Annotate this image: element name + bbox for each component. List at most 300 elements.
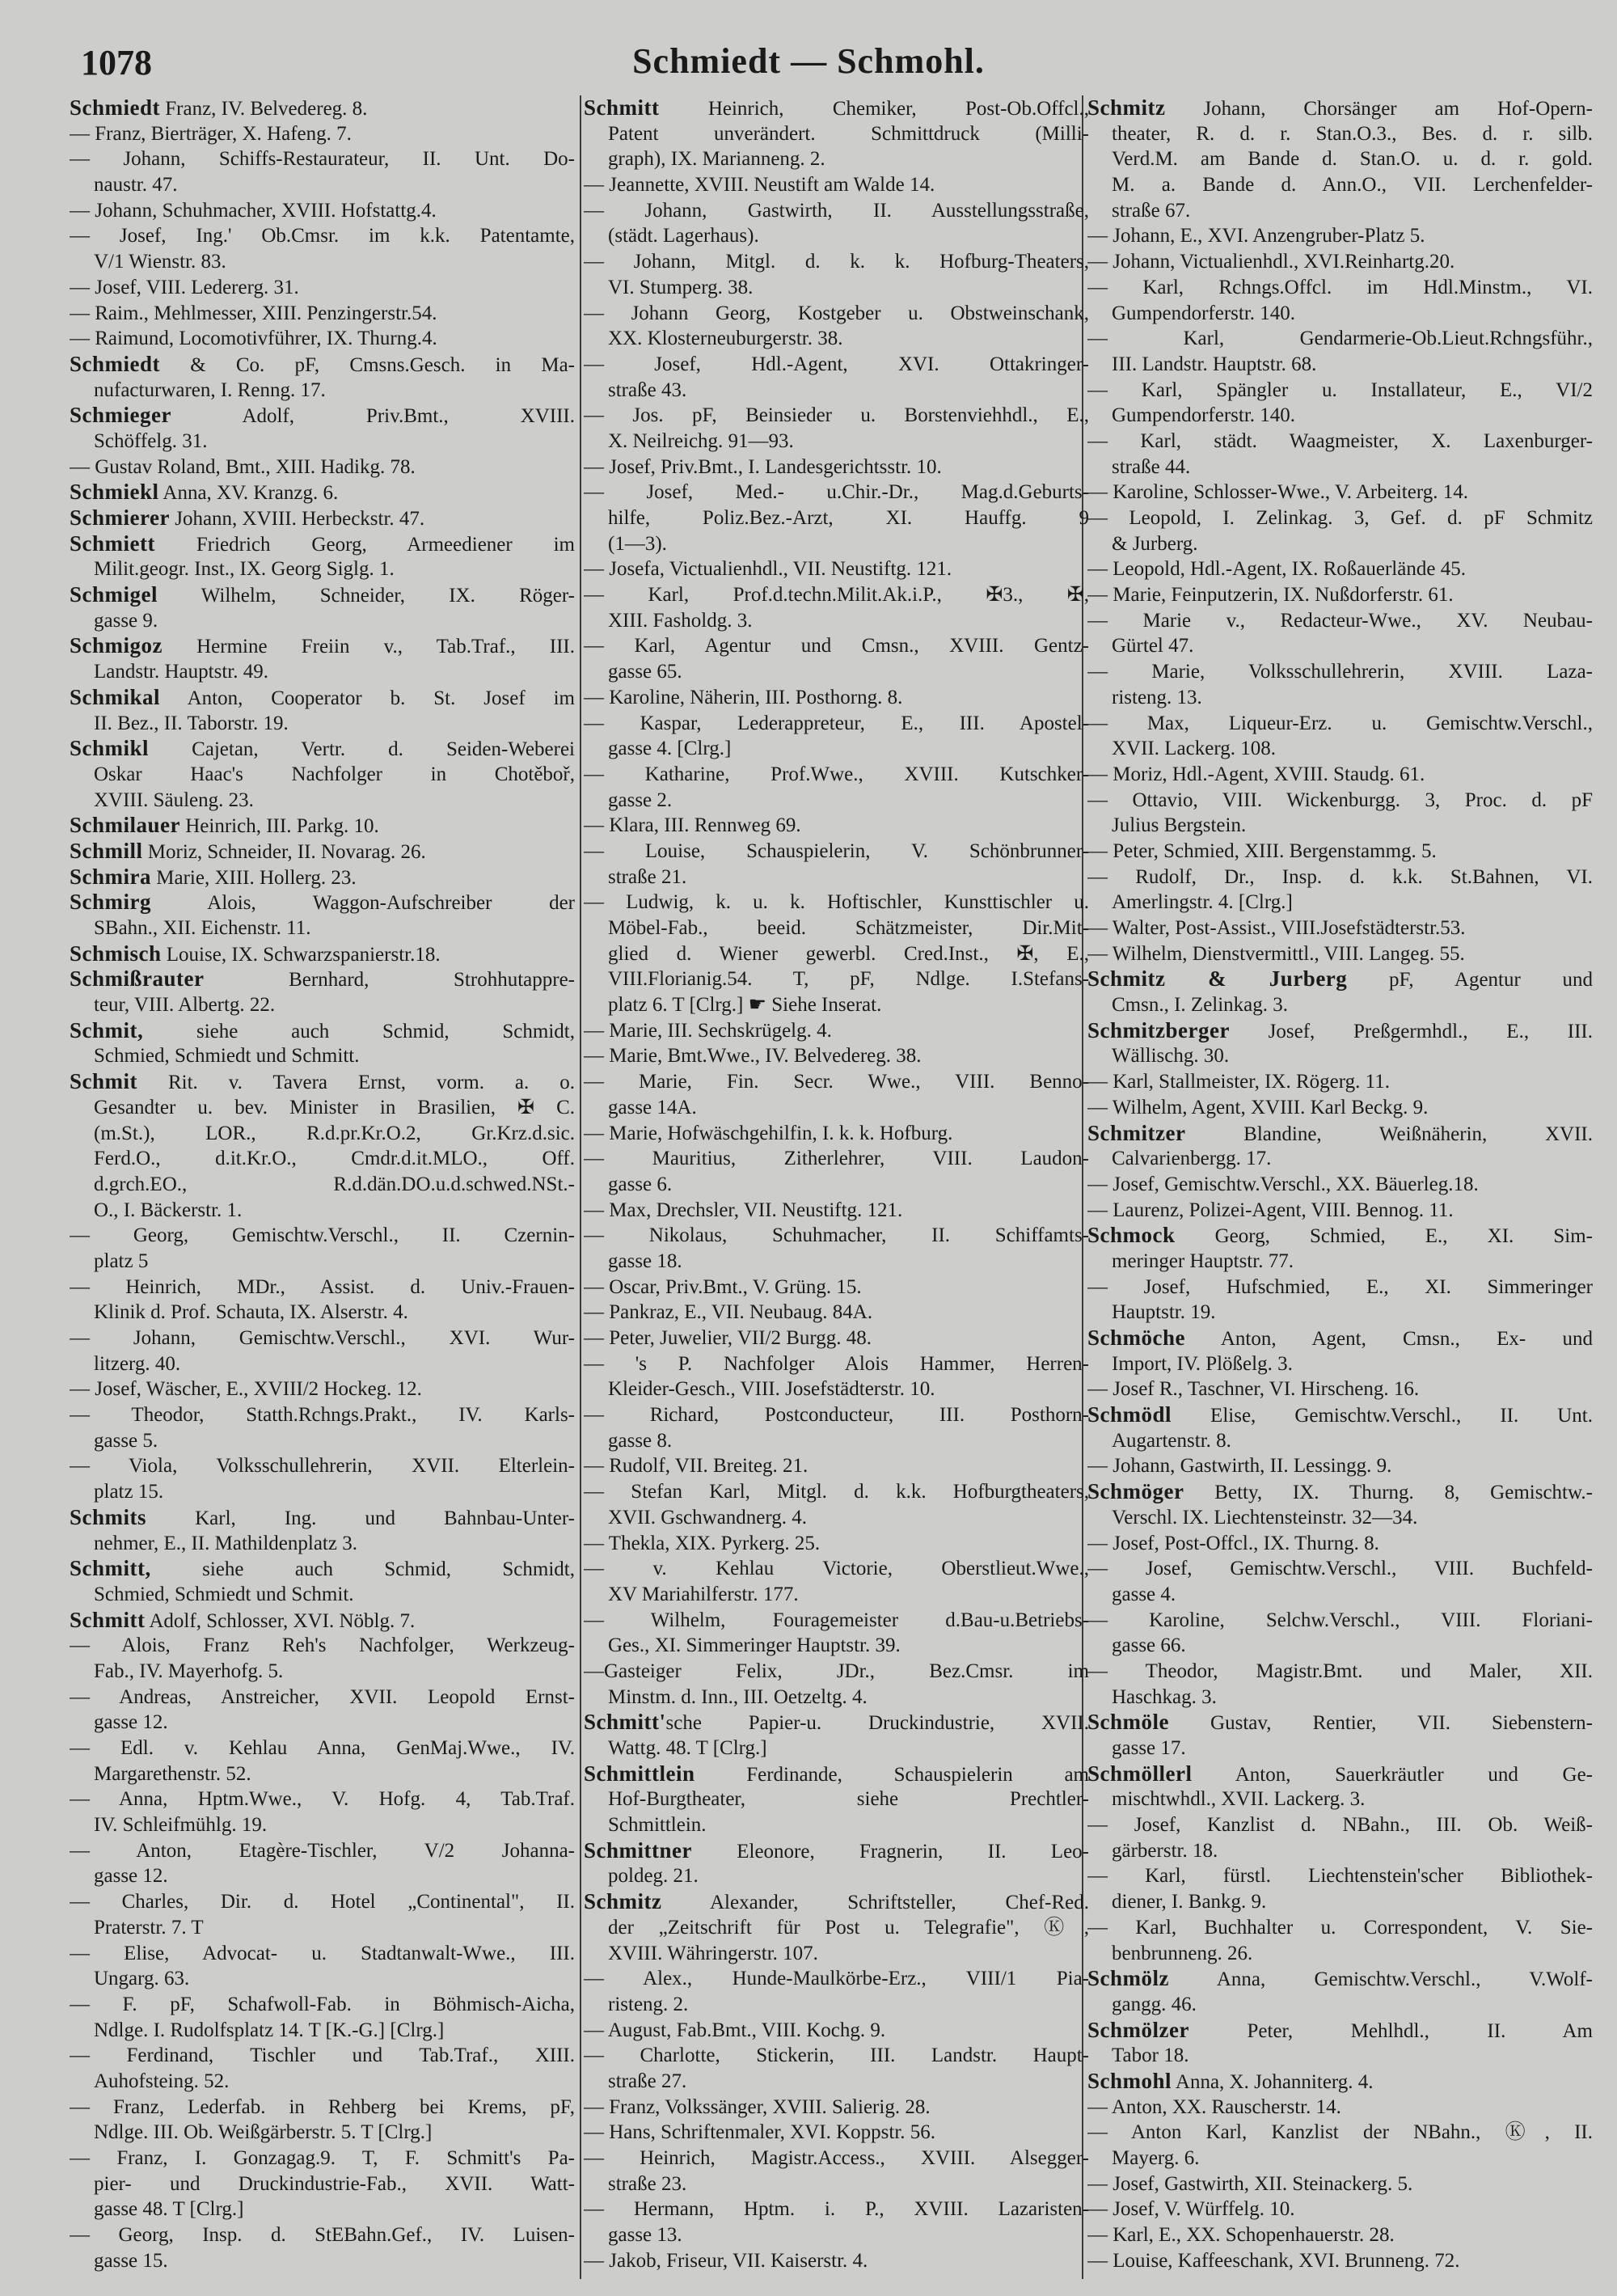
directory-line [584, 1018, 1089, 1044]
directory-line [584, 326, 1089, 352]
entry-text: Adolf, Schlosser, XVI. Nöblg. 7. [145, 1609, 416, 1632]
directory-line [1087, 2197, 1593, 2222]
entry-surname: Schmitt, [70, 1556, 151, 1581]
directory-line [584, 429, 1089, 455]
directory-line [70, 2171, 575, 2197]
entry-text: IV. Schleifmühlg. 19. [94, 1814, 268, 1837]
entry-text: — Hans, Schriftenmaler, XVI. Koppstr. 56. [584, 2121, 936, 2144]
entry-text: Friedrich Georg, Armeediener im [154, 533, 575, 556]
entry-text: X. Neilreichg. 91—93. [608, 429, 794, 452]
directory-line [1087, 2018, 1593, 2044]
directory-line [584, 1633, 1089, 1659]
directory-line [70, 1992, 575, 2018]
directory-line [584, 1479, 1089, 1505]
entry-text: — Max, Drechsler, VII. Neustiftg. 121. [584, 1199, 903, 1221]
entry-text: — Karl, Gendarmerie-Ob.Lieut.Rchngsführ., [1087, 328, 1593, 350]
directory-line [584, 1941, 1089, 1967]
entry-text: Blandine, Weißnäherin, XVII. [1185, 1123, 1593, 1145]
entry-text: VIII.Florianig.54. T, pF, Ndlge. I.Stefans- [608, 968, 1089, 991]
directory-line [1087, 352, 1593, 378]
directory-line [1087, 608, 1593, 634]
entry-text: Anna, XV. Kranzg. 6. [158, 482, 339, 505]
directory-line [70, 1505, 575, 1531]
entry-text: — Jakob, Friseur, VII. Kaiserstr. 4. [584, 2249, 868, 2272]
entry-surname: Schmiekl [70, 480, 159, 505]
entry-text: poldeg. 21. [608, 1865, 699, 1888]
entry-text: — Johann, Victualienhdl., XVI.Reinhartg.20. [1087, 251, 1455, 273]
directory-line [584, 531, 1089, 557]
entry-surname: Schmill [70, 838, 143, 863]
directory-line [584, 1531, 1089, 1557]
entry-text: — Charlotte, Stickerin, III. Landstr. Haupt- [584, 2044, 1089, 2067]
directory-line [1087, 633, 1593, 659]
directory-line [584, 1402, 1089, 1428]
entry-text: — Marie, III. Sechskrügelg. 4. [584, 1019, 832, 1042]
directory-line [584, 711, 1089, 737]
entry-text: — 's P. Nachfolger Alois Hammer, Herren- [584, 1352, 1089, 1375]
directory-line [70, 2043, 575, 2069]
directory-line [70, 1608, 575, 1634]
entry-text: — Franz, Bierträger, X. Hafeng. 7. [70, 122, 352, 145]
directory-line [1087, 2171, 1593, 2197]
directory-line [1087, 1863, 1593, 1889]
column-3 [1087, 95, 1593, 2273]
directory-line [584, 1685, 1089, 1710]
entry-surname: Schmieger [70, 403, 171, 428]
directory-line [1087, 223, 1593, 249]
entry-text: — Ottavio, VIII. Wickenburgg. 3, Proc. d. pF [1087, 789, 1593, 811]
directory-line [584, 1505, 1089, 1531]
entry-text: — Karl, städt. Waagmeister, X. Laxenburger- [1087, 429, 1593, 452]
entry-text: platz 5 [94, 1249, 149, 1272]
directory-line [70, 1249, 575, 1275]
entry-text: Karl, Ing. und Bahnbau-Unter- [146, 1507, 575, 1529]
directory-line [1087, 1736, 1593, 1761]
entry-text: — Raimund, Locomotivführer, IX. Thurng.4. [70, 328, 437, 350]
directory-line [1087, 1812, 1593, 1838]
directory-line [584, 1275, 1089, 1300]
entry-text: — Wilhelm, Dienstvermittl., VIII. Langeg. 55. [1087, 942, 1465, 965]
entry-text: — Theodor, Statth.Rchngs.Prakt., IV. Karls- [70, 1404, 575, 1427]
directory-line [70, 992, 575, 1018]
entry-text: — Rudolf, Dr., Insp. d. k.k. St.Bahnen, VI. [1087, 865, 1593, 888]
entry-text: — Karl, Stallmeister, IX. Rögerg. 11. [1087, 1071, 1390, 1093]
directory-line [1087, 2222, 1593, 2248]
directory-line [70, 659, 575, 685]
entry-text: Gürtel 47. [1112, 635, 1194, 658]
directory-line [70, 1736, 575, 1761]
entry-surname: Schmitt' [584, 1710, 666, 1735]
directory-line [1087, 1761, 1593, 1787]
entry-text: — Karoline, Näherin, III. Posthorng. 8. [584, 686, 903, 708]
entry-text: Hermine Freiin v., Tab.Traf., III. [163, 636, 575, 658]
entry-text: Fab., IV. Mayerhofg. 5. [94, 1660, 284, 1682]
directory-line [1087, 2043, 1593, 2069]
entry-text: gasse 18. [608, 1249, 682, 1272]
entry-text: d.grch.EO., R.d.dän.DO.u.d.schwed.NSt.- [94, 1173, 575, 1195]
entry-text: gasse 13. [608, 2224, 682, 2247]
directory-line [70, 1838, 575, 1864]
directory-line [1087, 890, 1593, 915]
entry-text: — Johann Georg, Kostgeber u. Obstweinschank, [584, 302, 1089, 324]
entry-text: Anna, Gemischtw.Verschl., V.Wolf- [1169, 1968, 1593, 1991]
entry-text: — v. Kehlau Victorie, Oberstlieut.Wwe., [584, 1558, 1089, 1580]
directory-line [584, 1736, 1089, 1761]
entry-text: Haschkag. 3. [1112, 1685, 1217, 1708]
directory-line [70, 2095, 575, 2121]
entry-surname: Schmöle [1087, 1710, 1169, 1735]
directory-line [1087, 1198, 1593, 1224]
directory-line [1087, 1633, 1593, 1659]
entry-surname: Schmiett [70, 531, 155, 556]
directory-line [1087, 480, 1593, 505]
entry-text: — Elise, Advocat- u. Stadtanwalt-Wwe., III. [70, 1942, 575, 1964]
directory-line [584, 890, 1089, 915]
directory-line [70, 711, 575, 737]
entry-text: — Ferdinand, Tischler und Tab.Traf., XIII. [70, 2044, 575, 2067]
entry-text: — Rudolf, VII. Breiteg. 21. [584, 1455, 808, 1478]
directory-line [584, 633, 1089, 659]
directory-line [584, 1069, 1089, 1095]
directory-line [70, 95, 575, 121]
directory-line [70, 1966, 575, 1992]
directory-line [70, 736, 575, 762]
directory-line [70, 1223, 575, 1249]
directory-line [584, 865, 1089, 890]
entry-text: — Georg, Gemischtw.Verschl., II. Czernin- [70, 1224, 575, 1247]
directory-line [1087, 121, 1593, 147]
directory-line [1087, 1479, 1593, 1505]
entry-text: Patent unverändert. Schmittdruck (Milli- [608, 122, 1089, 145]
entry-surname: Schmigoz [70, 633, 163, 658]
entry-text: mischtwhdl., XVII. Lackerg. 3. [1112, 1788, 1366, 1811]
entry-text: siehe auch Schmid, Schmidt, [143, 1020, 575, 1042]
entry-surname: Schmittlein [584, 1761, 695, 1786]
entry-text: Minstm. d. Inn., III. Oetzeltg. 4. [608, 1685, 868, 1708]
directory-line [1087, 711, 1593, 737]
entry-text: Julius Bergstein. [1112, 814, 1247, 837]
directory-line [1087, 95, 1593, 121]
directory-line [70, 1402, 575, 1428]
entry-text: — Thekla, XIX. Pyrkerg. 25. [584, 1532, 821, 1554]
directory-line [584, 223, 1089, 249]
entry-text: — Josef, VIII. Ledererg. 31. [70, 276, 299, 298]
entry-surname: Schmock [1087, 1223, 1176, 1248]
entry-surname: Schmigel [70, 582, 158, 607]
entry-text: — Johann, Gastwirth, II. Lessingg. 9. [1087, 1455, 1392, 1478]
directory-line [70, 582, 575, 608]
running-head: Schmiedt — Schmohl. [632, 41, 985, 81]
entry-text: — Louise, Kaffeeschank, XVI. Brunneng. 72. [1087, 2249, 1460, 2272]
directory-line [70, 455, 575, 480]
entry-text: — Anna, Hptm.Wwe., V. Hofg. 4, Tab.Traf. [70, 1788, 575, 1811]
directory-line [70, 1428, 575, 1454]
directory-line [1087, 992, 1593, 1018]
directory-line [70, 1376, 575, 1402]
entry-text: SBahn., XII. Eichenstr. 11. [94, 917, 311, 939]
directory-line [1087, 1582, 1593, 1608]
entry-text: Cmsn., I. Zelinkag. 3. [1112, 994, 1289, 1017]
directory-line [1087, 531, 1593, 557]
entry-text: Eleonore, Fragnerin, II. Leo- [691, 1840, 1089, 1863]
entry-text: — F. pF, Schafwoll-Fab. in Böhmisch-Aicha, [70, 1993, 575, 2015]
directory-line [1087, 455, 1593, 480]
entry-text: Möbel-Fab., beeid. Schätzmeister, Dir.Mit- [608, 917, 1089, 939]
directory-line [1087, 2069, 1593, 2095]
directory-line [70, 2069, 575, 2095]
entry-text: gasse 4. [Clrg.] [608, 738, 732, 760]
entry-text: Anton, Agent, Cmsn., Ex- und [1185, 1328, 1593, 1350]
directory-line [70, 1146, 575, 1172]
directory-line [584, 2197, 1089, 2222]
directory-line [1087, 301, 1593, 327]
directory-line [1087, 1121, 1593, 1147]
entry-text: Kleider-Gesch., VIII. Josefstädterstr. 10. [608, 1378, 935, 1401]
directory-line [70, 762, 575, 788]
entry-text: glied d. Wiener gewerbl. Cred.Inst., ✠, E., [608, 942, 1089, 965]
directory-line [1087, 2248, 1593, 2274]
directory-line [584, 378, 1089, 404]
entry-text: straße 43. [608, 378, 687, 401]
directory-line [70, 198, 575, 224]
directory-line [584, 788, 1089, 814]
entry-text: — Alois, Franz Reh's Nachfolger, Werkzeug- [70, 1634, 575, 1657]
entry-text: gärberstr. 18. [1112, 1839, 1218, 1862]
entry-text: Gumpendorferstr. 140. [1112, 302, 1296, 324]
directory-line [70, 326, 575, 352]
column-divider [580, 95, 581, 2279]
entry-text: — Theodor, Magistr.Bmt. und Maler, XII. [1087, 1660, 1593, 1682]
entry-text: III. Landstr. Hauptstr. 68. [1112, 353, 1317, 375]
directory-line [584, 1146, 1089, 1172]
directory-line [584, 1172, 1089, 1198]
entry-text: (städt. Lagerhaus). [608, 225, 759, 247]
entry-text: — Laurenz, Polizei-Agent, VIII. Bennog. 11. [1087, 1199, 1454, 1221]
directory-line [1087, 736, 1593, 762]
entry-text: Wilhelm, Schneider, IX. Röger- [158, 585, 575, 607]
entry-text: — Moriz, Hdl.-Agent, XVIII. Staudg. 61. [1087, 763, 1425, 785]
directory-line [1087, 1685, 1593, 1710]
entry-text: Margarethenstr. 52. [94, 1762, 251, 1785]
entry-text: Wattg. 48. T [Clrg.] [608, 1737, 767, 1759]
directory-line [70, 685, 575, 711]
entry-text: Ges., XI. Simmeringer Hauptstr. 39. [608, 1634, 901, 1657]
entry-text: Auhofsteing. 52. [94, 2070, 230, 2092]
directory-line [584, 1608, 1089, 1634]
entry-text: gasse 12. [94, 1865, 168, 1888]
directory-line [1087, 1941, 1593, 1967]
entry-text: straße 23. [608, 2172, 687, 2195]
directory-line [70, 2197, 575, 2222]
entry-text: — Anton Karl, Kanzlist der NBahn., Ⓚ, II. [1087, 2121, 1593, 2144]
directory-line [70, 505, 575, 531]
entry-text: — Viola, Volksschullehrerin, XVII. Elterlein- [70, 1455, 575, 1478]
directory-line [1087, 813, 1593, 839]
directory-line [584, 941, 1089, 967]
directory-line [1087, 198, 1593, 224]
entry-text: gasse 15. [94, 2249, 168, 2272]
directory-line [70, 1685, 575, 1710]
directory-line [70, 839, 575, 865]
directory-line [70, 1121, 575, 1147]
directory-line [1087, 1556, 1593, 1582]
entry-text: gasse 48. T [Clrg.] [94, 2198, 244, 2221]
entry-text: — Josef, Gemischtw.Verschl., VIII. Buchfeld- [1087, 1558, 1593, 1580]
entry-text: — Johann, Schiffs-Restaurateur, II. Unt. Do- [70, 148, 575, 171]
directory-line [70, 1633, 575, 1659]
directory-line [584, 2222, 1089, 2248]
page-number: 1078 [81, 43, 152, 82]
entry-text: — August, Fab.Bmt., VIII. Kochg. 9. [584, 2019, 886, 2041]
entry-surname: Schmöger [1087, 1479, 1184, 1504]
directory-line [584, 1659, 1089, 1685]
entry-text: Cajetan, Vertr. d. Seiden-Weberei [149, 738, 575, 761]
entry-text: — Heinrich, MDr., Assist. d. Univ.-Frauen- [70, 1275, 575, 1298]
entry-text: — Louise, Schauspielerin, V. Schönbrunner- [584, 839, 1089, 862]
directory-line [584, 1556, 1089, 1582]
directory-line [1087, 1069, 1593, 1095]
entry-text: — Richard, Postconducteur, III. Posthorn- [584, 1404, 1089, 1427]
entry-text: — Marie, Volksschullehrerin, XVIII. Laza- [1087, 661, 1593, 683]
directory-line [584, 455, 1089, 480]
entry-surname: Schmitt [584, 95, 660, 120]
entry-text: XIII. Fasholdg. 3. [608, 609, 753, 632]
directory-line [1087, 966, 1593, 992]
entry-text: II. Bez., II. Taborstr. 19. [94, 712, 289, 734]
directory-line [1087, 1608, 1593, 1634]
entry-text: — Josef, Post-Offcl., IX. Thurng. 8. [1087, 1532, 1379, 1554]
directory-line [70, 403, 575, 429]
entry-text: O., I. Bäckerstr. 1. [94, 1199, 243, 1221]
directory-line [584, 1889, 1089, 1915]
directory-line [70, 1351, 575, 1377]
directory-line [70, 1069, 575, 1095]
directory-line [1087, 2120, 1593, 2146]
directory-line [584, 1376, 1089, 1402]
directory-line [584, 1838, 1089, 1864]
directory-line [1087, 172, 1593, 198]
entry-text: — Josef, Gemischtw.Verschl., XX. Bäuerleg.18. [1087, 1173, 1479, 1195]
entry-surname: Schmitt [70, 1607, 146, 1632]
entry-text: M. a. Bande d. Ann.O., VII. Lerchenfelder- [1112, 174, 1593, 197]
directory-line [1087, 1146, 1593, 1172]
directory-line [1087, 1453, 1593, 1479]
directory-line [70, 1812, 575, 1838]
directory-line [1087, 1300, 1593, 1326]
entry-text: — Heinrich, Magistr.Access., XVIII. Alsegger- [584, 2147, 1089, 2169]
directory-line [70, 249, 575, 275]
directory-line [584, 1351, 1089, 1377]
directory-line [1087, 1376, 1593, 1402]
directory-line [584, 2069, 1089, 2095]
directory-line [1087, 1249, 1593, 1275]
entry-text: Hof-Burgtheater, siehe Prechtler- [608, 1788, 1089, 1811]
entry-text: — Karl, Prof.d.techn.Milit.Ak.i.P., ✠3., ✠, [584, 584, 1089, 607]
directory-line [1087, 1351, 1593, 1377]
directory-line [1087, 1915, 1593, 1941]
entry-text: Rit. v. Tavera Ernst, vorm. a. o. [137, 1072, 575, 1094]
entry-text: — Josef, Wäscher, E., XVIII/2 Hockeg. 12. [70, 1378, 422, 1401]
entry-surname: Schmohl [1087, 2068, 1172, 2093]
entry-surname: Schmits [70, 1504, 147, 1529]
entry-text: — Jos. pF, Beinsieder u. Borstenviehhdl., E., [584, 404, 1089, 427]
directory-line [584, 352, 1089, 378]
entry-text: — Josef R., Taschner, VI. Hirscheng. 16. [1087, 1378, 1420, 1401]
entry-text: der „Zeitschrift für Post u. Telegrafie", Ⓚ, [608, 1916, 1089, 1939]
column-2 [584, 95, 1089, 2273]
directory-line [1087, 659, 1593, 685]
directory-line [584, 480, 1089, 505]
directory-line [584, 2095, 1089, 2121]
directory-line [584, 2120, 1089, 2146]
entry-text: meringer Hauptstr. 77. [1112, 1249, 1294, 1272]
entry-text: — Josef, V. Würffelg. 10. [1087, 2198, 1295, 2221]
entry-text: Bernhard, Strohhutappre- [204, 969, 575, 992]
entry-text: gasse 4. [1112, 1583, 1176, 1605]
entry-text: gasse 66. [1112, 1634, 1186, 1657]
entry-text: — Pankraz, E., VII. Neubaug. 84A. [584, 1301, 873, 1324]
directory-line [584, 685, 1089, 711]
directory-line [584, 762, 1089, 788]
directory-line [1087, 1402, 1593, 1428]
directory-line [1087, 249, 1593, 275]
entry-text: Elise, Gemischtw.Verschl., II. Unt. [1172, 1405, 1593, 1427]
entry-text: — Georg, Insp. d. StEBahn.Gef., IV. Luisen- [70, 2224, 575, 2247]
entry-text: — Alex., Hunde-Maulkörbe-Erz., VIII/1 Pia- [584, 1968, 1089, 1990]
entry-text: Klinik d. Prof. Schauta, IX. Alserstr. 4. [94, 1301, 408, 1324]
directory-line [584, 2018, 1089, 2044]
entry-text: — Karl, Agentur und Cmsn., XVIII. Gentz- [584, 635, 1089, 658]
entry-text: gasse 17. [1112, 1737, 1186, 1759]
entry-text: — Josef, Gastwirth, XII. Steinackerg. 5. [1087, 2172, 1413, 2195]
entry-text: Schöffelg. 31. [94, 429, 208, 452]
directory-line [584, 1326, 1089, 1351]
entry-text: — Franz, Lederfab. in Rehberg bei Krems, pF, [70, 2095, 575, 2118]
entry-text: Ungarg. 63. [94, 1968, 190, 1990]
entry-text: (1—3). [608, 532, 667, 555]
entry-text: VI. Stumperg. 38. [608, 276, 754, 298]
directory-line [1087, 1710, 1593, 1736]
entry-text: theater, R. d. r. Stan.O.3., Bes. d. r. silb. [1112, 122, 1593, 145]
entry-text: sche Papier-u. Druckindustrie, XVII. [665, 1712, 1089, 1735]
directory-line [70, 2018, 575, 2044]
entry-text: — Karl, fürstl. Liechtenstein'scher Bibliothek- [1087, 1865, 1593, 1888]
entry-text: — Karl, Buchhalter u. Correspondent, V. Sie- [1087, 1916, 1593, 1939]
directory-line [70, 1300, 575, 1326]
entry-text: —Gasteiger Felix, JDr., Bez.Cmsr. im [584, 1660, 1089, 1682]
entry-text: Josef, Preßgermhdl., E., III. [1229, 1020, 1593, 1042]
entry-text: — Marie, Feinputzerin, IX. Nußdorferstr. 61. [1087, 584, 1454, 607]
entry-text: platz 15. [94, 1481, 164, 1503]
entry-text: pF, Agentur und [1347, 969, 1593, 992]
directory-line [584, 1428, 1089, 1454]
entry-text: Milit.geogr. Inst., IX. Georg Siglg. 1. [94, 558, 395, 581]
entry-text: XVII. Gschwandnerg. 4. [608, 1506, 808, 1529]
directory-line [1087, 2146, 1593, 2171]
directory-line [70, 1761, 575, 1787]
entry-text: Gumpendorferstr. 140. [1112, 404, 1296, 427]
entry-text: Heinrich, III. Parkg. 10. [180, 815, 379, 838]
entry-text: — Josef, Ing.' Ob.Cmsr. im k.k. Patentamte, [70, 225, 575, 247]
entry-text: — Johann, Schuhmacher, XVIII. Hofstattg.4. [70, 199, 437, 222]
directory-line [584, 1453, 1089, 1479]
entry-text: Verd.M. am Bande d. Stan.O. u. d. r. gold. [1112, 148, 1593, 171]
entry-surname: Schmißrauter [70, 966, 205, 992]
entry-text: gasse 8. [608, 1429, 673, 1452]
entry-text: Franz, IV. Belvedereg. 8. [160, 98, 368, 120]
directory-line [584, 2248, 1089, 2274]
directory-line [1087, 1223, 1593, 1249]
